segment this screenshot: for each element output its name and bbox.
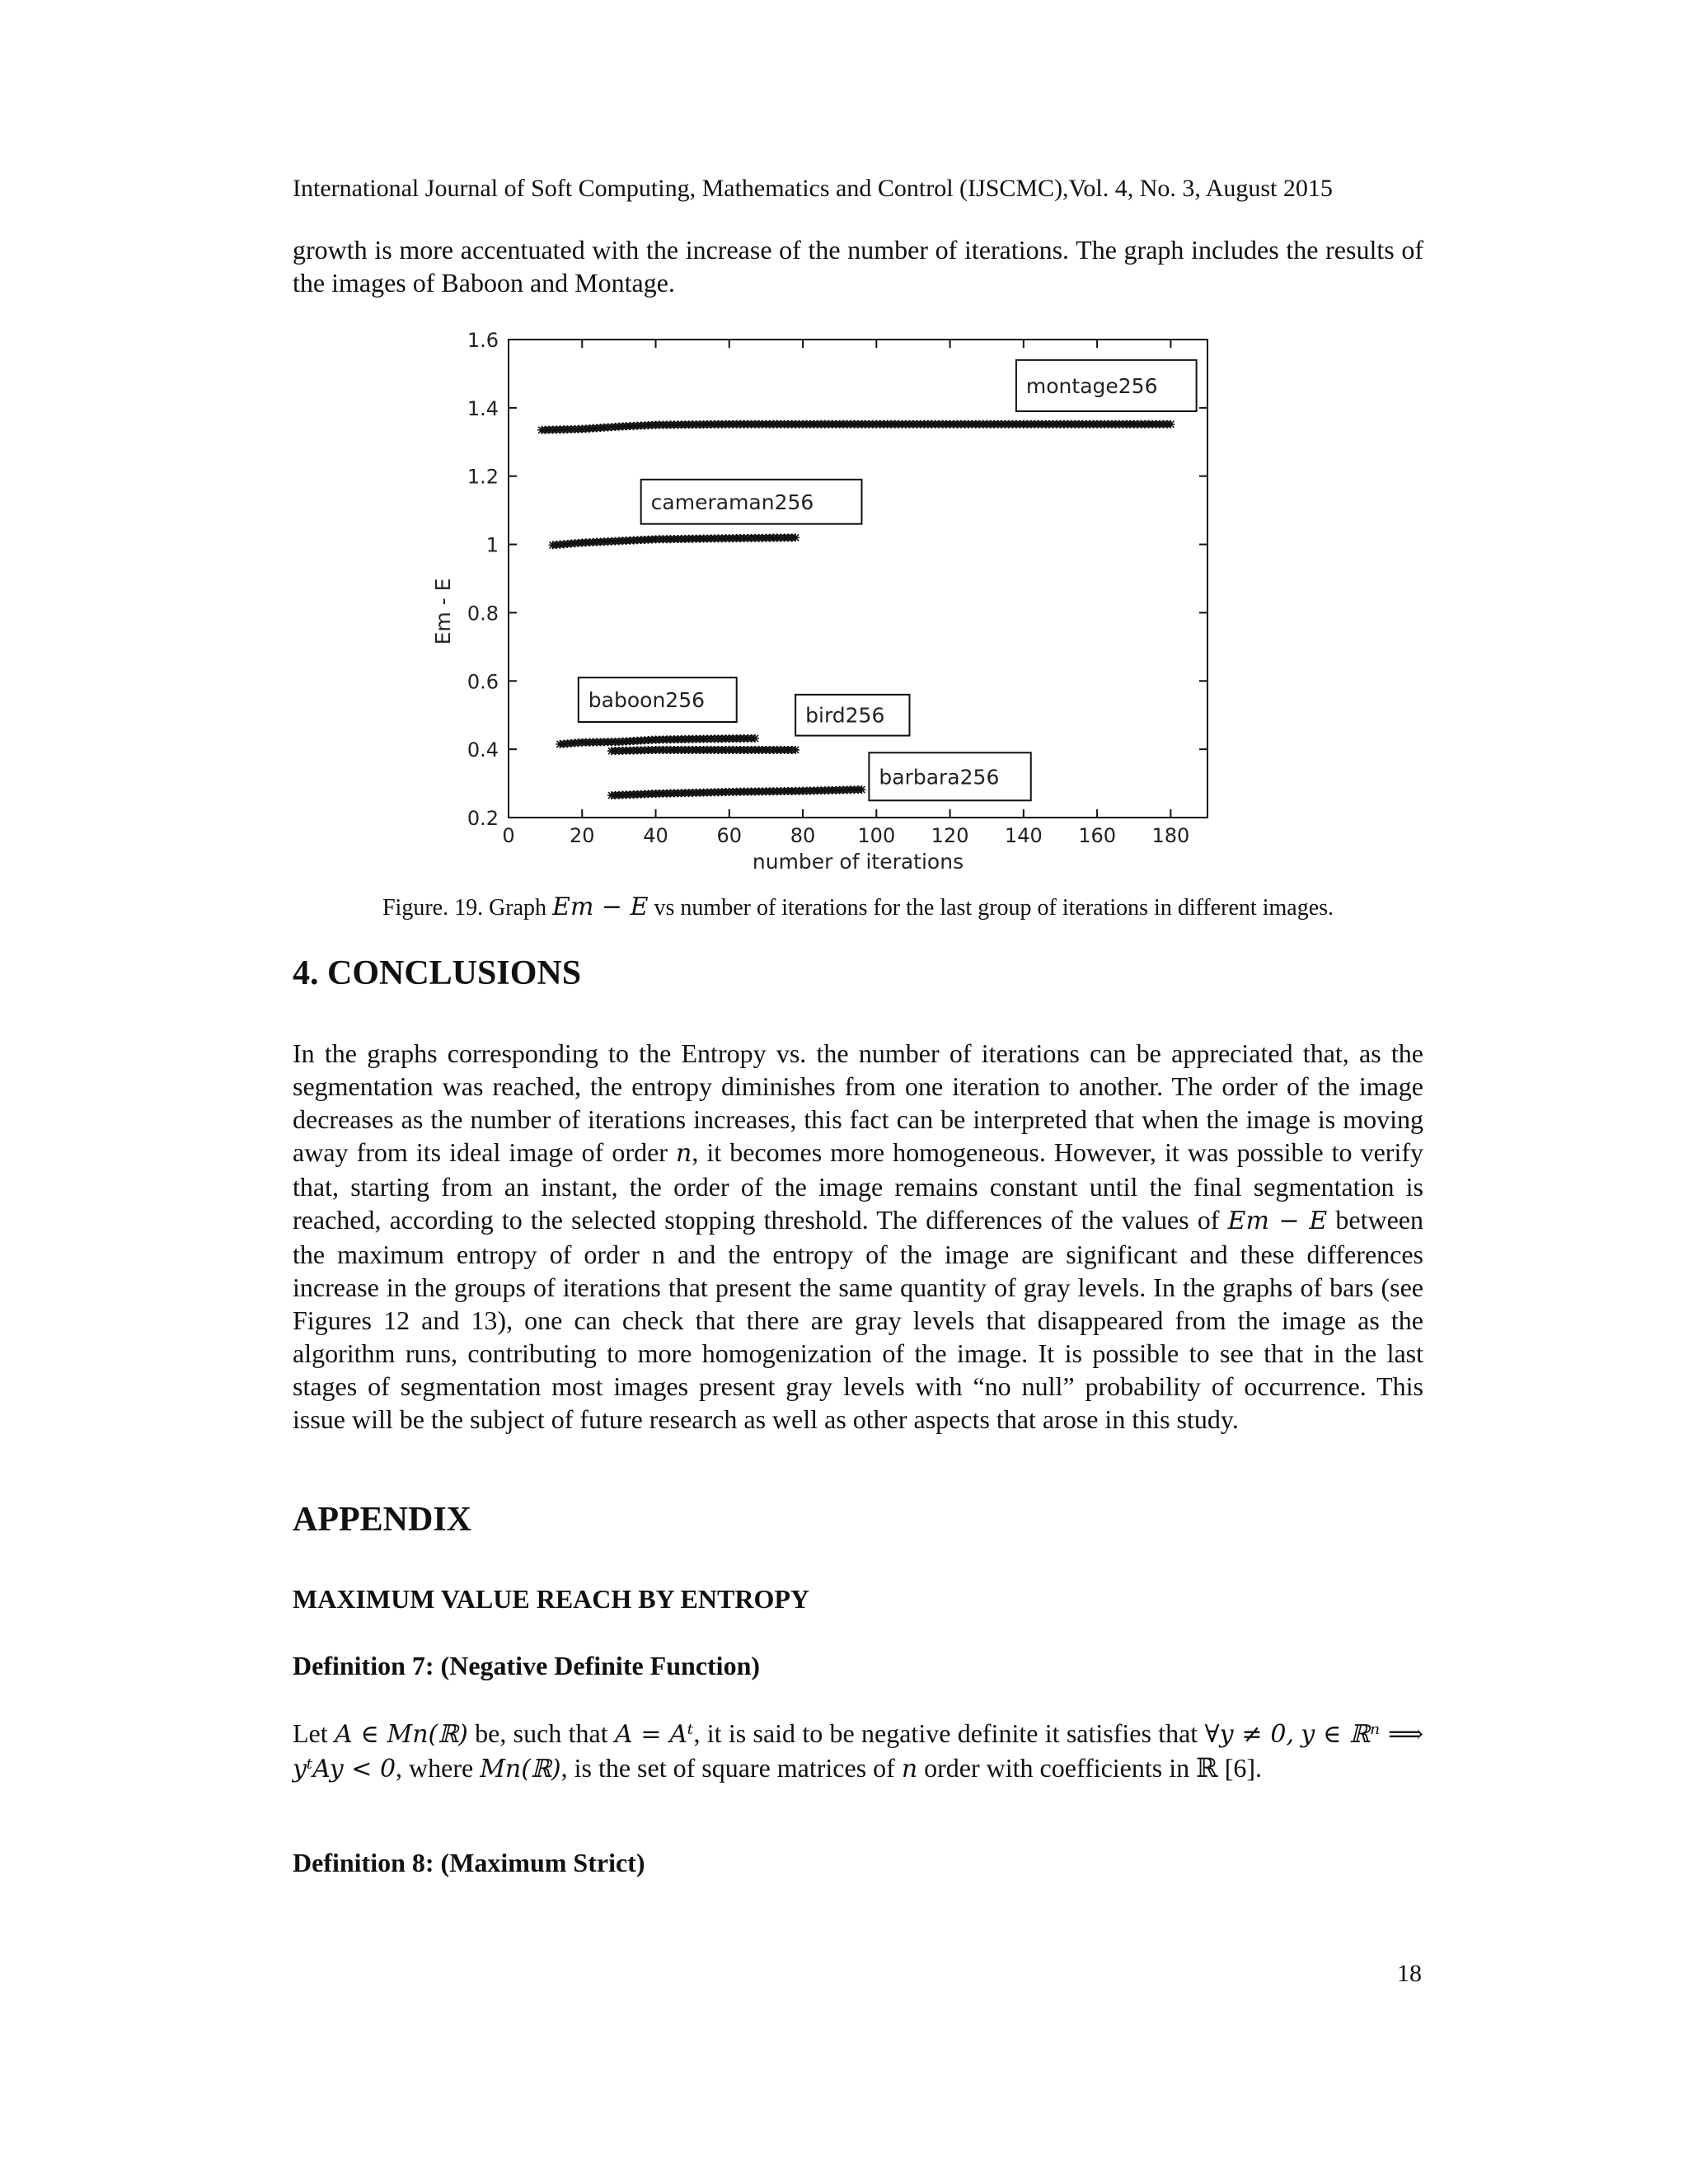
conclusions-math-n: n — [676, 1139, 692, 1168]
section-heading-conclusions: 4. CONCLUSIONS — [293, 954, 582, 992]
legend-label-bird256: bird256 — [805, 703, 885, 728]
def7-text-5: , is the set of square matrices of — [560, 1753, 902, 1783]
journal-header: International Journal of Soft Computing, Mathematics and Control (IJSCMC),Vol. 4, No. 3, August 2015 — [293, 175, 1333, 202]
def7-text-4: , where — [396, 1753, 481, 1783]
y-tick-label: 0.6 — [467, 670, 499, 694]
x-tick-label: 0 — [502, 824, 515, 847]
x-tick-label: 80 — [790, 824, 816, 847]
em-e-chart — [422, 323, 1246, 892]
series-marker-montage256 — [1166, 420, 1175, 429]
definition-7-title: Definition 7: (Negative Definite Function) — [293, 1651, 761, 1680]
intro-paragraph: growth is more accentuated with the increase of the number of iterations. The graph includes the results of the images of Baboon and Montage. — [293, 235, 1423, 298]
y-tick-label: 0.2 — [467, 807, 499, 830]
def7-math-6: n — [901, 1755, 918, 1783]
figure-caption — [293, 893, 1423, 921]
x-tick-label: 120 — [931, 824, 969, 847]
legend-label-baboon256: baboon256 — [588, 688, 706, 713]
x-tick-label: 100 — [857, 824, 896, 847]
legend-label-montage256: montage256 — [1025, 373, 1158, 398]
def7-math-1: A ∈ Mn(ℝ) — [334, 1720, 468, 1749]
definition-7-text — [293, 1717, 1423, 1786]
x-tick-label: 160 — [1078, 824, 1117, 847]
x-tick-label: 20 — [569, 824, 595, 847]
def7-text-6: order with coefficients in ℝ [6]. — [917, 1753, 1263, 1783]
y-tick-label: 0.4 — [467, 738, 499, 762]
legend-label-cameraman256: cameraman256 — [650, 490, 814, 514]
series-marker-barbara256 — [857, 785, 865, 794]
figure-19 — [422, 323, 1246, 896]
legend-label-barbara256: barbara256 — [879, 765, 1000, 790]
x-tick-label: 40 — [643, 824, 668, 847]
y-tick-label: 1.6 — [467, 329, 499, 352]
x-axis-label: number of iterations — [752, 850, 964, 874]
definition-8-title: Definition 8: (Maximum Strict) — [293, 1848, 645, 1877]
x-tick-label: 60 — [716, 824, 743, 847]
conclusions-text-2: , it becomes more homogeneous. However, it was possible to verify that, starting from an instant, the order of the image remains constant until the final segmentation is reached, according to the selected stopping threshold. The differences of the values of — [293, 1137, 1424, 1235]
y-tick-label: 1.4 — [467, 396, 499, 420]
def7-math-5: Mn(ℝ) — [480, 1755, 561, 1783]
series-marker-bird256 — [791, 746, 799, 754]
conclusions-math-em-e: Em − E — [1227, 1207, 1328, 1235]
x-tick-label: 180 — [1151, 824, 1190, 847]
caption-prefix: Figure. 19. Graph — [382, 895, 553, 921]
series-marker-cameraman256 — [791, 533, 799, 541]
y-tick-label: 0.8 — [467, 602, 499, 626]
x-tick-label: 140 — [1004, 824, 1043, 847]
caption-suffix: vs number of iterations for the last group of iterations in different images. — [648, 895, 1334, 921]
conclusions-paragraph — [293, 1037, 1423, 1436]
def7-math-4: y ∈ ℝⁿ ⟹ yᵗAy < 0 — [293, 1720, 1424, 1783]
conclusions-text-3: between the maximum entropy of order n and the entropy of the image are significant and these differences increase in the groups of iterations that present the same quantity of gray levels. In the graphs of bars (see Figures 12 and 13), one can check that there are gray levels that disappeared from the image as the algorithm runs, contributing to more homogenization of the image. It is possible to see that in the last stages of segmentation most images present gray levels with “no null” probability of occurrence. This issue will be the subject of future research as well as other aspects that arose in this study. — [293, 1205, 1424, 1434]
subheading-maximum-value: MAXIMUM VALUE REACH BY ENTROPY — [293, 1584, 809, 1614]
series-marker-baboon256 — [751, 734, 759, 743]
def7-text-1: Let — [293, 1718, 335, 1748]
def7-text-3: , it is said to be negative definite it satisfies that — [693, 1718, 1205, 1748]
section-heading-appendix: APPENDIX — [293, 1501, 471, 1539]
def7-text-2: be, such that — [467, 1718, 615, 1748]
page-number: 18 — [1397, 1960, 1422, 1987]
y-tick-label: 1 — [485, 533, 499, 557]
caption-math: Em − E — [552, 893, 649, 921]
def7-math-3: ∀y ≠ 0, — [1204, 1720, 1294, 1749]
y-tick-label: 1.2 — [467, 465, 499, 489]
conclusions-text-1: In the graphs corresponding to the Entropy vs. the number of iterations can be appreciated that, as the segmentation was reached, the entropy diminishes from one iteration to another. The order of the image decreases as the number of iterations increases, this fact can be interpreted that when the image is moving away from its ideal image of order — [293, 1038, 1423, 1167]
y-axis-label: Em - E — [431, 578, 455, 645]
def7-math-2: A = Aᵗ — [614, 1720, 694, 1749]
